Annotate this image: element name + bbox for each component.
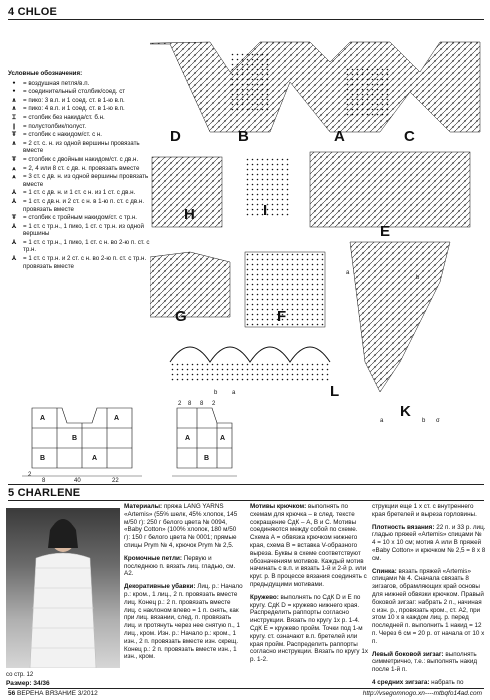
text-column-3 (372, 503, 486, 692)
schema-num-6: 8 (188, 401, 192, 407)
label-l: L (330, 383, 340, 400)
arrow-label-b3: b (422, 418, 426, 424)
label-k: K (400, 403, 411, 420)
legend-symbol: • (12, 79, 16, 87)
crochet-diagrams (150, 22, 486, 422)
legend-item (8, 255, 158, 270)
legend-item (8, 214, 158, 222)
legend-item (8, 173, 158, 188)
paragraph-body: Первую и последнюю п. вязать лиц. гладью, см. А2. (124, 554, 236, 578)
legend-symbol: ǀ (12, 122, 16, 130)
schema-num-5: 2 (178, 401, 182, 407)
section-rule-3 (8, 500, 484, 501)
schematic-diagrams (22, 398, 262, 488)
legend (8, 70, 158, 271)
legend-text: = 2 ст. с. н. из одной вершины провязать вместе (23, 139, 140, 155)
legend-symbol: ⅄ (11, 189, 17, 197)
legend-symbol: ∧ (11, 105, 17, 113)
legend-text: = 2, 4 или 8 ст. с дв. н. провязать вместе (23, 164, 140, 172)
paragraph-heading: Декоративные убавки: (124, 583, 196, 591)
legend-symbol: • (12, 88, 16, 96)
legend-heading: Условные обозначения: (8, 70, 83, 77)
paragraph-heading: 4 средних зигзага: (372, 678, 430, 686)
text-column-1 (124, 503, 244, 666)
paragraph (250, 503, 368, 589)
motif-i (245, 157, 290, 217)
legend-item (8, 223, 158, 238)
paragraph (372, 651, 486, 674)
paragraph-heading: Материалы: (124, 503, 163, 510)
lace-l (170, 362, 330, 382)
legend-text: = столбик с накидом/ст. с н. (23, 131, 103, 139)
legend-text: = пико: 3 в.п. и 1 соед. ст. в 1-ю в.п. (23, 96, 125, 104)
legend-item (8, 80, 158, 88)
legend-text: = столбик с тройным накидом/ст. с тр.н. (23, 214, 138, 222)
legend-item (8, 123, 158, 131)
arrow-label-a2: a (346, 270, 350, 276)
legend-item (8, 189, 158, 197)
legend-symbol: Ŧ (11, 131, 17, 139)
paragraph-body: выполнять по схемам для крючка – в след. тексте сокращение СдК – А, В и С. Мотивы соединяются между собой по схеме. Схема А = обвязка крючком нижнего края, схема В = вставка V-образного выреза. Буквы в схеме соответствуют обозначениям мотивов. Каждый мотив начинать с в.п. и вязать 1-й и 2-й р. или круг. р. В процессе вязания соединять с предыдущими мотивами. (250, 503, 367, 588)
motif-g (150, 252, 230, 317)
svg-text:A: A (40, 415, 46, 422)
legend-text: = соединительный столбик/соед. ст (23, 88, 126, 96)
paragraph-heading: Плотность вязания: (372, 523, 435, 531)
schema-num-3: 40 (74, 478, 81, 484)
paragraph (372, 679, 486, 687)
legend-symbol: ⅄ (11, 197, 17, 205)
legend-item (8, 198, 158, 213)
svg-text:A: A (92, 455, 98, 462)
schema-num-1: 2 (28, 472, 32, 478)
model-photo (6, 508, 120, 668)
svg-text:B: B (40, 455, 46, 462)
photo-caption: со стр. 12 (6, 672, 34, 678)
arrow-label-sigma: σ (436, 418, 440, 424)
label-d: D (170, 128, 181, 145)
paragraph-body: струкции еще 1 х ст. с внутреннего края бретелей и выреза горловины. (372, 503, 477, 518)
legend-symbol: Ŧ (11, 214, 17, 222)
arrow-label-b1: b (214, 390, 218, 396)
paragraph-body: набрать по (429, 678, 464, 686)
motif-a (345, 67, 390, 117)
legend-symbol: ⅄ (11, 255, 17, 263)
legend-text: = 1 ст. с дв. н. и 1 ст. с н. из 1 ст. с дв.н. (23, 189, 136, 197)
motif-strip-top (150, 42, 480, 132)
lace-l-arches (170, 347, 330, 362)
size-label: Размер: 34/36 (6, 680, 50, 687)
paragraph (372, 524, 486, 563)
label-c: C (404, 128, 415, 145)
legend-symbol: Ŧ (11, 155, 17, 163)
label-i: I (263, 202, 268, 219)
legend-text: = полустолбик/полуст. (23, 122, 87, 130)
page-number: 56 ВЕРЕНА ВЯЗАНИЕ 3/2012 (8, 690, 98, 697)
paragraph-heading: Кружево: (250, 593, 279, 601)
section-title-chloe: 4 CHLOE (8, 6, 58, 18)
label-g: G (175, 308, 187, 325)
legend-item (8, 97, 158, 105)
label-a: A (334, 128, 345, 145)
legend-text: = 1 ст. с тр.н., 1 пико, 1 ст. с н. во 2-ю п. ст. с тр.н. (23, 238, 150, 254)
schema-num-7: 8 (200, 401, 204, 407)
legend-text: = воздушная петля/в.п. (23, 79, 90, 87)
paragraph-heading: Кромочные петли: (124, 554, 182, 562)
legend-text: = столбик с двойным накидом/ст. с дв.н. (23, 155, 139, 163)
paragraph-heading: Мотивы крючком: (250, 503, 307, 510)
label-e: E (380, 223, 391, 240)
legend-symbol: Ɪ (12, 113, 16, 121)
paragraph (372, 568, 486, 646)
legend-item (8, 105, 158, 113)
legend-text: = 1 ст. с тр.н., 1 пико, 1 ст. с тр.н. из одной вершины (23, 222, 144, 238)
paragraph (250, 594, 368, 664)
svg-text:A: A (185, 435, 191, 442)
legend-item (8, 131, 158, 139)
svg-text:A: A (220, 435, 226, 442)
paragraph-heading: Спинка: (372, 567, 397, 575)
paragraph-body: вязать пряжей «Artemis» спицами № 4. Сначала связать 8 зигзагов, обрамляющих край основы для нижней обвязки крючком. Правый боковой зигзаг: набрать 2 п., начиная с изн. р., провязать кром., ст. А2, при этом 10 х в каждом лиц. р. перед последней п. выполнить 1 накид = 12 п. Через 6 см = 20 р. от начала от 10 х п. (372, 567, 485, 645)
legend-item (8, 156, 158, 164)
lace-k (350, 242, 450, 392)
legend-symbol: ∧ (11, 96, 17, 104)
svg-text:B: B (72, 435, 78, 442)
legend-text: = 1 ст. с дв.н. и 2 ст. с н. в 1-ю п. ст. с дв.н. провязать вместе (23, 197, 145, 213)
legend-item (8, 239, 158, 254)
paragraph-body: Лиц. р.: Начало р.: кром., 1 лиц., 2 п. провязать вместе лиц. Конец р.: 2 п. провязать вместе лиц. с наклоном влево = 1 п. снять, как при лиц. вязании, след. п. провязать лиц. и протянуть через нее снятую п., 1 лиц., кром. Изн. р.: Начало р.: кром., 1 изн., 2 п. провязать вместе изн. скрещ. Конец р.: 2 п. провязать вместе изн., 1 изн., кром. (124, 583, 243, 661)
arrow-label-a1: a (232, 390, 236, 396)
motif-b (230, 52, 270, 112)
legend-item (8, 114, 158, 122)
arrow-label-a3: a (380, 418, 384, 424)
legend-item (8, 140, 158, 155)
schema-num-2: 8 (42, 478, 46, 484)
legend-item (8, 165, 158, 173)
section-rule-2 (8, 484, 484, 485)
paragraph (372, 503, 486, 519)
motif-e (310, 152, 470, 227)
legend-symbol: ⅄ (11, 238, 17, 246)
legend-symbol: ⅄ (11, 222, 17, 230)
arrow-label-b2: b (416, 275, 420, 281)
paragraph-body: пряжа LANG YARNS «Artemis» (55% шелк, 45% хлопок, 145 м/50 г): 250 г белого цвета № 0094, «Baby Cotton» (100% хлопок, 180 м/50 г): 150 г белого цвета № 0001; прямые спицы Prym № 4, крючок Prym № 2,5. (124, 503, 238, 549)
paragraph-body: 22 п. и 33 р. лиц. гладью пряжей «Artemis» спицами № 4 = 10 х 10 см; мотив А или В пряжей «Baby Cotton» и крючком № 2,5 = 8 х 8 см. (372, 523, 486, 562)
paragraph (124, 555, 244, 578)
legend-symbol: ∧ (11, 139, 17, 147)
legend-text: = пико: 4 в.п. и 1 соед. ст. в 1-ю в.п. (23, 105, 125, 113)
paragraph-heading: Левый боковой зигзаг: (372, 650, 444, 658)
paragraph-body: выполнять по СдК D и E по кругу. СдК D = кружево нижнего края. Распределить раппорты согласно инструкции. Вязать по кругу 1х р. 1-4. СдК Е = кружево пройм. Точки под 1-м кругу. ст. означают в.п. бретелей или края пройм. Распределить раппорты согласно инструкции. Вязать по кругу 1х р. 1-2. (250, 593, 368, 664)
paragraph (124, 583, 244, 661)
legend-text: = 1 ст. с тр.н. и 2 ст. с н. во 2-ю п. ст. с тр.н. провязать вместе (23, 255, 147, 270)
legend-symbol: ⩓ (12, 164, 16, 172)
section-rule (8, 19, 484, 20)
schema-num-4: 22 (112, 478, 119, 484)
svg-text:B: B (204, 455, 210, 462)
legend-symbol: ⩓ (12, 173, 16, 181)
section-title-charlene: 5 CHARLENE (8, 487, 81, 499)
legend-text: = 3 ст. с дв. н. из одной вершины провязать вместе (23, 173, 149, 188)
text-column-2 (250, 503, 368, 669)
label-b: B (238, 128, 249, 145)
schema-num-8: 2 (212, 401, 216, 407)
paragraph (124, 503, 244, 550)
label-f: F (277, 308, 287, 325)
watermark: http://vsegomnogo.xn----mtbqfo14ad.com (362, 690, 482, 697)
legend-item (8, 88, 158, 96)
legend-text: = столбик без накида/ст. б.н. (23, 113, 105, 121)
footer-rule (8, 688, 484, 689)
paragraph-body: выполнять симметрично, т.е.: выполнять накид после 1-й п. (372, 650, 478, 674)
svg-text:A: A (114, 415, 120, 422)
label-h: H (184, 206, 195, 223)
